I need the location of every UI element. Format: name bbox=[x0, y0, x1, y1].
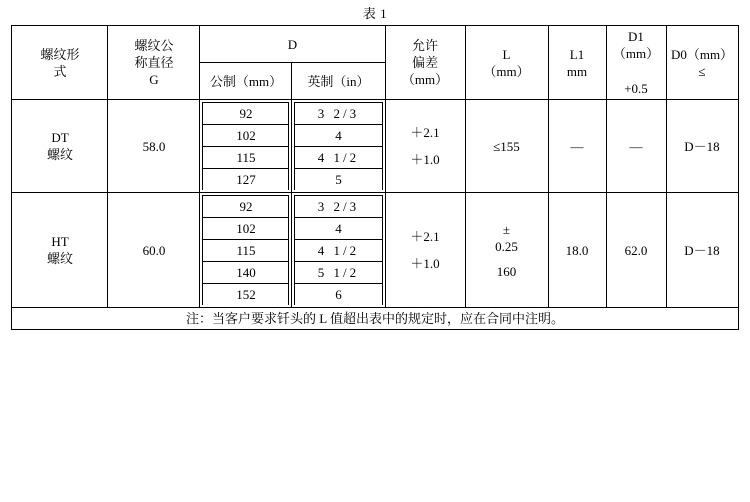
cell-L-ht: ± 0.25 160 bbox=[465, 193, 548, 308]
table-caption: 表 1 bbox=[362, 6, 388, 21]
table-row bbox=[12, 100, 738, 193]
table-note-row bbox=[12, 308, 738, 330]
header-nominal-diameter: 螺纹公 称直径 G bbox=[108, 26, 200, 100]
header-D-metric: 公制（mm） bbox=[200, 63, 292, 100]
header-D1: D1 （mm） +0.5 bbox=[606, 26, 666, 100]
cell-L-dt: ≤155 bbox=[465, 100, 548, 193]
table-note: 注：当客户要求钎头的 L 值超出表中的规定时，应在合同中注明。 bbox=[12, 308, 738, 330]
cell-D0-ht: D－18 bbox=[666, 193, 738, 308]
cell-D1-ht: 62.0 bbox=[606, 193, 666, 308]
cell-nominal-diameter-ht: 60.0 bbox=[108, 193, 200, 308]
cell-thread-type-ht: HT 螺纹 bbox=[12, 193, 108, 308]
specification-table bbox=[11, 25, 738, 330]
header-D-imperial: 英制（in） bbox=[292, 63, 385, 100]
cell-tolerance-dt: ＋2.1 ＋1.0 bbox=[385, 100, 465, 193]
cell-D-imperial-dt: 3 2/3 4 4 1/2 5 bbox=[292, 100, 385, 193]
table-header-row-1 bbox=[12, 26, 738, 63]
header-tolerance: 允许 偏差 （mm） bbox=[385, 26, 465, 100]
cell-thread-type-dt: DT 螺纹 bbox=[12, 100, 108, 193]
cell-L1-dt: — bbox=[548, 100, 606, 193]
cell-D0-dt: D－18 bbox=[666, 100, 738, 193]
header-L: L （mm） bbox=[465, 26, 548, 100]
table-row bbox=[12, 193, 738, 308]
header-D: D bbox=[200, 26, 385, 63]
cell-L1-ht: 18.0 bbox=[548, 193, 606, 308]
cell-D1-dt: — bbox=[606, 100, 666, 193]
cell-D-imperial-ht: 3 2/3 4 4 1/2 5 1/2 6 bbox=[292, 193, 385, 308]
cell-tolerance-ht: ＋2.1 ＋1.0 bbox=[385, 193, 465, 308]
header-L1: L1 mm bbox=[548, 26, 606, 100]
cell-D-metric-ht: 92 102 115 140 152 bbox=[200, 193, 292, 308]
cell-nominal-diameter-dt: 58.0 bbox=[108, 100, 200, 193]
header-thread-type: 螺纹形 式 bbox=[12, 26, 108, 100]
cell-D-metric-dt: 92 102 115 127 bbox=[200, 100, 292, 193]
header-D0: D0（mm） ≤ bbox=[666, 26, 738, 100]
